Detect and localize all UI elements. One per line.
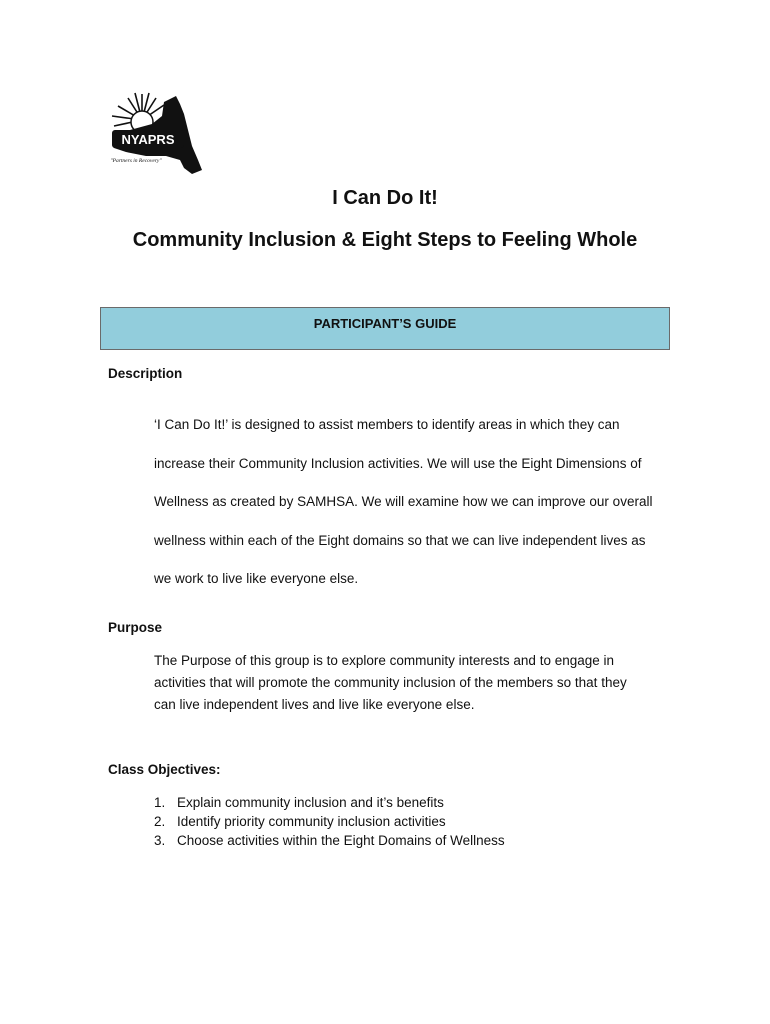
description-heading: Description [108,366,183,381]
nyaprs-logo-graphic [106,90,206,180]
document-title: I Can Do It! [332,187,438,209]
list-text: Identify priority community inclusion activities [177,814,446,829]
class-objectives-list [154,793,674,850]
description-line: we work to live like everyone else. [154,571,359,586]
list-number: 2. [154,814,166,829]
description-line: Wellness as created by SAMHSA. We will examine how we can improve our overall [154,494,653,509]
list-item [154,793,674,812]
description-line: ‘I Can Do It!’ is designed to assist members to identify areas in which they can [154,417,620,432]
document-subtitle: Community Inclusion & Eight Steps to Feeling Whole [132,229,638,251]
purpose-body [154,650,674,716]
logo-tagline: "Partners in Recovery" [110,158,162,164]
participants-guide-banner: PARTICIPANT’S GUIDE [100,307,670,350]
logo-name: NYAPRS [121,132,175,147]
list-number: 1. [154,795,166,810]
list-text: Explain community inclusion and it’s benefits [177,795,444,810]
purpose-line: activities that will promote the community inclusion of the members so that they [154,675,627,690]
purpose-line: can live independent lives and live like everyone else. [154,697,475,712]
description-body [154,406,674,599]
nyaprs-logo [106,90,206,180]
list-number: 3. [154,833,166,848]
class-objectives-heading: Class Objectives: [108,762,221,777]
description-line: increase their Community Inclusion activities. We will use the Eight Dimensions of [154,455,642,471]
purpose-line: The Purpose of this group is to explore community interests and to engage in [154,653,615,668]
description-line: wellness within each of the Eight domains so that we can live independent lives as [154,532,646,548]
list-item [154,812,674,831]
list-item [154,831,674,850]
list-text: Choose activities within the Eight Domains of Wellness [177,833,505,848]
purpose-heading: Purpose [108,620,163,635]
